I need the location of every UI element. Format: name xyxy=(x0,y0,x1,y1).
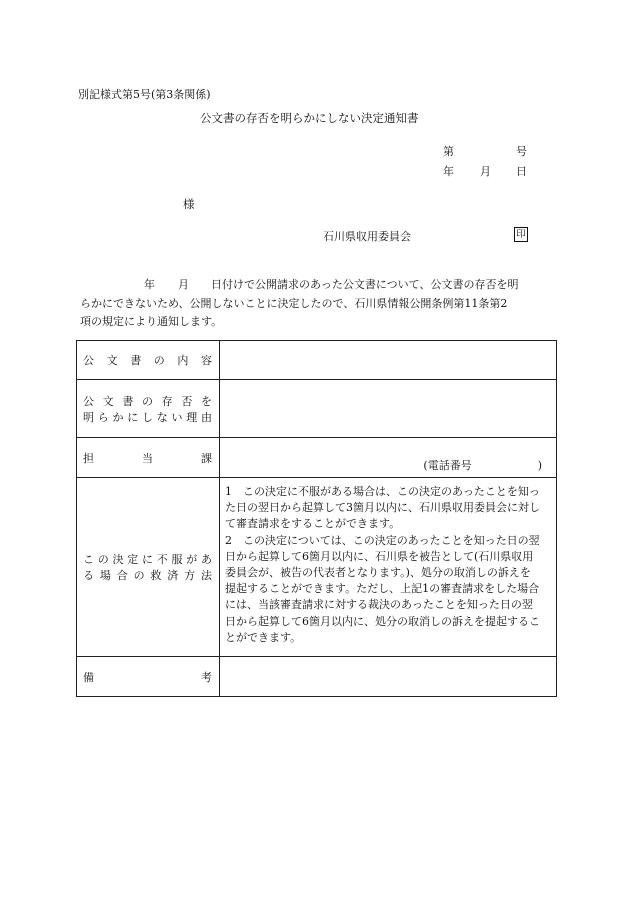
label-document-content: 公文書の内容 xyxy=(77,341,220,380)
remedy-item-2: 2 この決定については、この決定のあったことを知った日の翌 日から起算して6箇月以内に、石川県を被告として(石川県収用 委員会が、被告の代表者となります。)、処分の取消しの訴えを 提起することができます。ただし、上記1の審査請求をした場合 には、当該審査請求に対する裁決のあったことを知った日の翌 日から起算して6箇月以内に、処分の取消しの訴えを提起するこ とができます。 xyxy=(225,533,540,644)
label-reason: 公文書の存否を 明らかにしない理由 xyxy=(77,380,220,438)
date-month: 月 xyxy=(480,165,491,178)
issuer-name: 石川県収用委員会 xyxy=(323,230,411,243)
remedy-item-1: 1 この決定に不服がある場合は、この決定のあったことを知っ た日の翌日から起算して3箇月以内に、石川県収用委員会に対し て審査請求をすることができます。 xyxy=(225,485,540,531)
decision-table xyxy=(76,340,557,697)
document-title: 公文書の存否を明らかにしない決定通知書 xyxy=(200,111,419,125)
field-remarks[interactable] xyxy=(220,657,557,697)
phone-label: (電話番号 ) xyxy=(423,459,542,472)
label-remedy: この決定に不服があ る場合の救済方法 xyxy=(77,478,220,657)
field-document-content[interactable] xyxy=(220,341,557,380)
doc-number-prefix: 第 xyxy=(443,145,454,158)
remedy-text xyxy=(220,478,557,657)
doc-number-suffix: 号 xyxy=(516,145,527,158)
row-remarks xyxy=(77,657,557,697)
field-phone[interactable] xyxy=(220,438,557,478)
body-line1: 日付けで公開請求のあった公文書について、公文書の存否を明 xyxy=(211,278,519,291)
notice-line-1 xyxy=(80,276,560,295)
row-reason xyxy=(77,380,557,438)
body-year: 年 xyxy=(144,278,155,291)
field-reason[interactable] xyxy=(220,380,557,438)
row-department xyxy=(77,438,557,478)
notice-line-2: らかにできないため、公開しないことに決定したので、石川県情報公開条例第11条第2 xyxy=(80,296,508,310)
row-remedy xyxy=(77,478,557,657)
body-month: 月 xyxy=(178,278,189,291)
row-document-content xyxy=(77,341,557,380)
seal-mark: 印 xyxy=(514,227,528,242)
notice-body xyxy=(80,276,560,332)
notice-line-3: 項の規定により通知します。 xyxy=(80,315,223,328)
date-year: 年 xyxy=(443,165,454,178)
addressee: 様 xyxy=(183,197,195,211)
label-department: 担当課 xyxy=(77,438,220,478)
form-label: 別記様式第5号(第3条関係) xyxy=(78,88,211,101)
date-day: 日 xyxy=(516,165,527,178)
label-remarks: 備考 xyxy=(77,657,220,697)
